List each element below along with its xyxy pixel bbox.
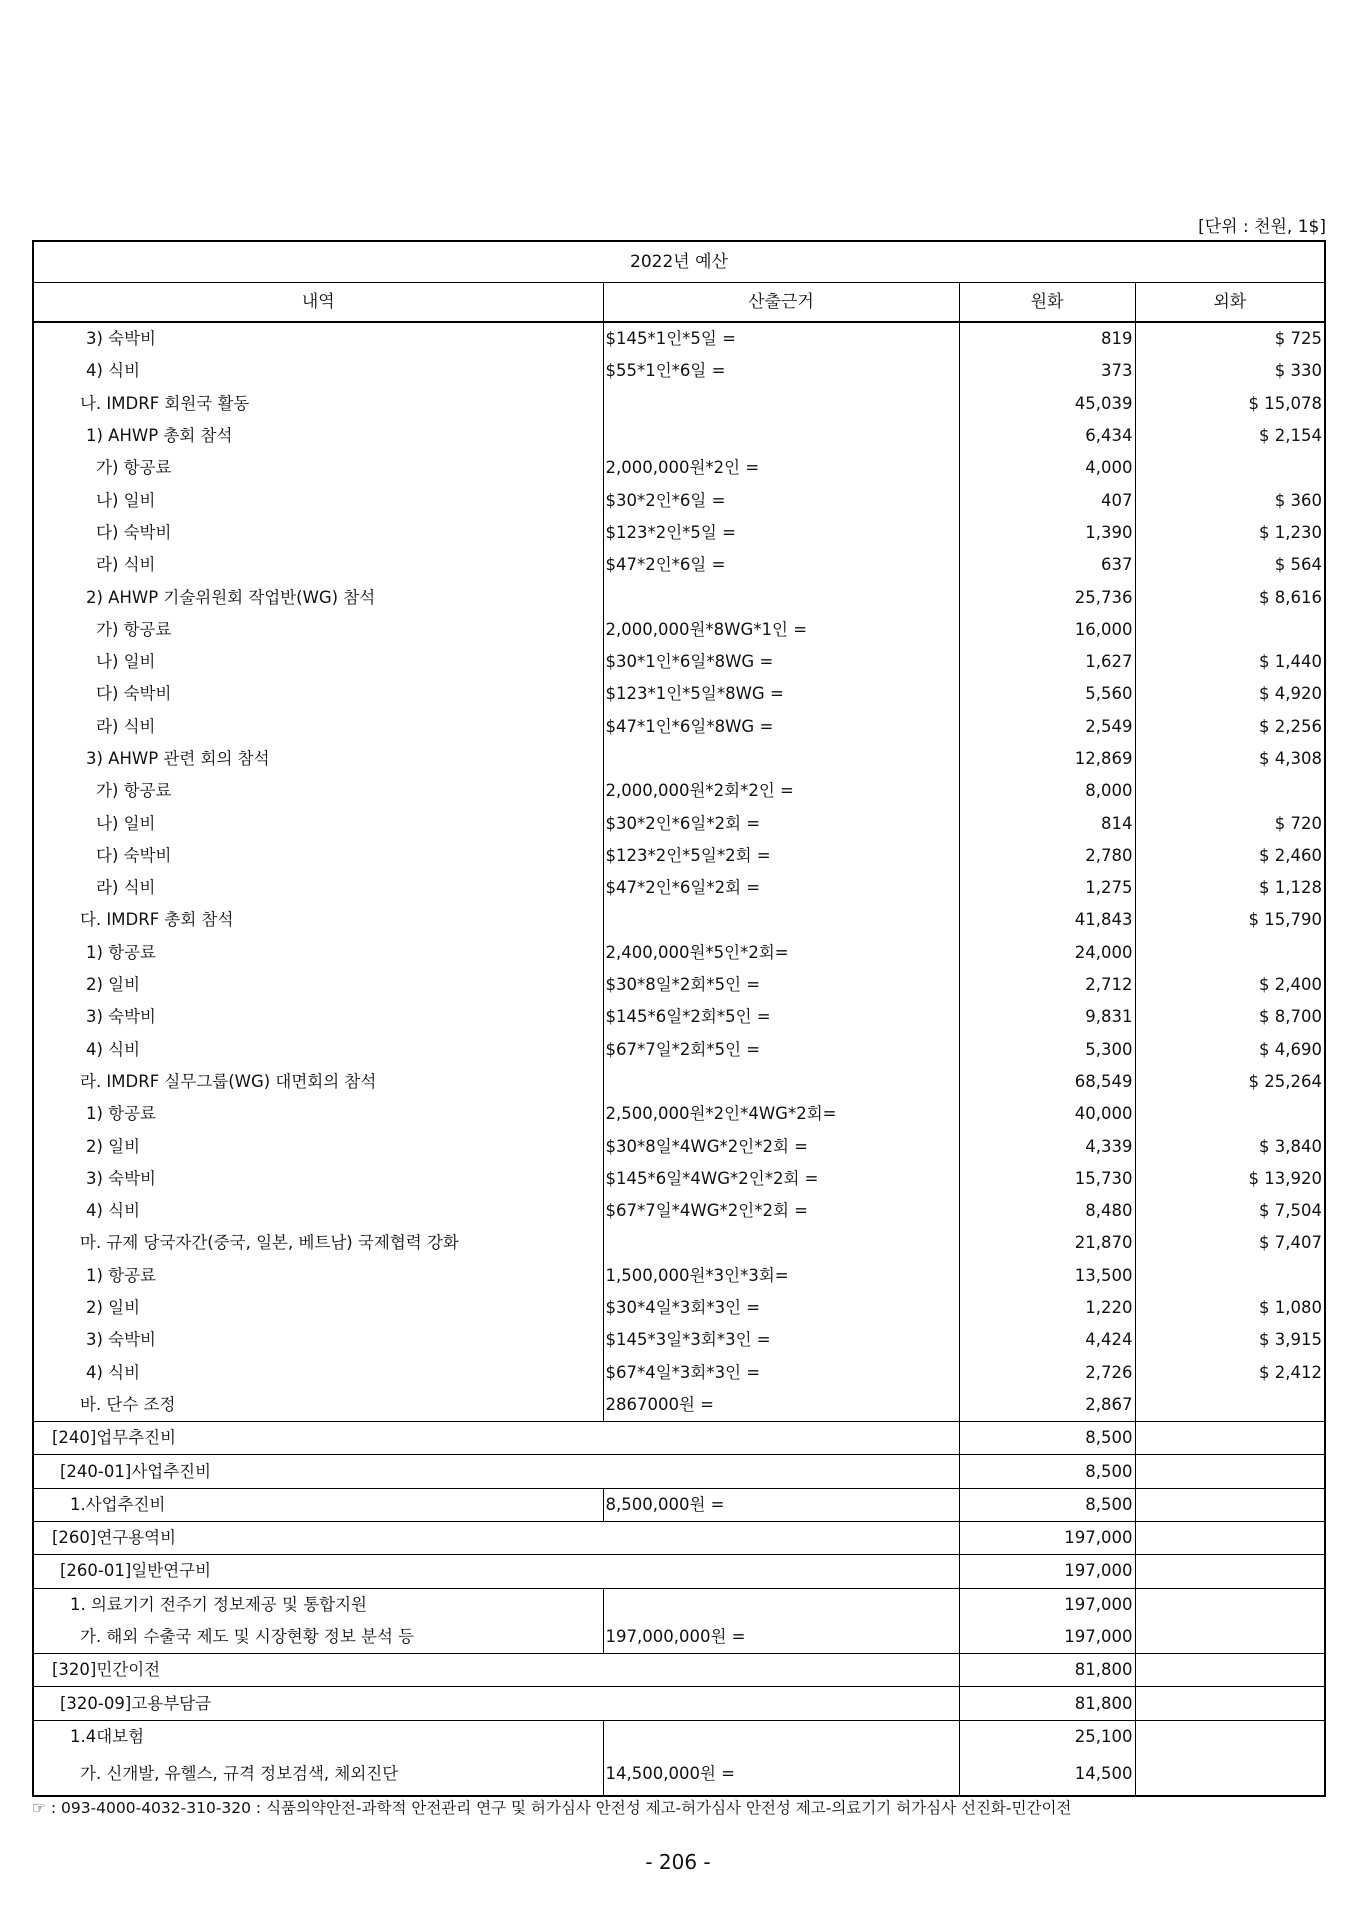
row-item: 라) 식비: [33, 549, 603, 581]
row-krw: 8,000: [959, 775, 1135, 807]
section-krw: 8,500: [959, 1488, 1135, 1521]
row-item: 라. IMDRF 실무그룹(WG) 대면회의 참석: [33, 1066, 603, 1098]
budget-row: [33, 872, 1325, 904]
section-usd: [1135, 1488, 1325, 1521]
section-usd: [1135, 1422, 1325, 1455]
row-item: 가) 항공료: [33, 614, 603, 646]
row-usd: [1135, 452, 1325, 484]
row-item: 3) 숙박비: [33, 1163, 603, 1195]
budget-row: [33, 452, 1325, 484]
row-basis: 2,000,000원*2인 =: [603, 452, 959, 484]
budget-row: [33, 1001, 1325, 1033]
row-usd: $ 2,154: [1135, 420, 1325, 452]
budget-row: [33, 420, 1325, 452]
row-item: 1) AHWP 총회 참석: [33, 420, 603, 452]
section-usd: [1135, 1687, 1325, 1720]
section-krw: 14,500: [959, 1753, 1135, 1796]
row-usd: $ 2,400: [1135, 969, 1325, 1001]
row-usd: [1135, 1260, 1325, 1292]
row-basis: 2,400,000원*5인*2회=: [603, 937, 959, 969]
row-krw: 407: [959, 484, 1135, 516]
section-row: [33, 1521, 1325, 1554]
section-usd: [1135, 1720, 1325, 1753]
row-item: 나) 일비: [33, 807, 603, 839]
row-item: 4) 식비: [33, 355, 603, 387]
column-header-item: 내역: [33, 283, 603, 323]
section-krw: 81,800: [959, 1687, 1135, 1720]
budget-row: [33, 614, 1325, 646]
row-basis: [603, 1227, 959, 1259]
section-label: [260]연구용역비: [33, 1521, 959, 1554]
row-item: 3) 숙박비: [33, 1324, 603, 1356]
budget-row: [33, 549, 1325, 581]
section-label: 1.4대보험: [33, 1720, 603, 1753]
row-usd: $ 2,412: [1135, 1357, 1325, 1389]
row-basis: $30*4일*3회*3인 =: [603, 1292, 959, 1324]
row-item: 1) 항공료: [33, 937, 603, 969]
row-krw: 819: [959, 322, 1135, 355]
row-usd: $ 4,920: [1135, 678, 1325, 710]
row-usd: $ 360: [1135, 484, 1325, 516]
row-usd: $ 4,690: [1135, 1034, 1325, 1066]
row-basis: $67*7일*2회*5인 =: [603, 1034, 959, 1066]
budget-row: [33, 904, 1325, 936]
row-usd: [1135, 614, 1325, 646]
row-item: 2) 일비: [33, 1292, 603, 1324]
row-krw: 637: [959, 549, 1135, 581]
section-row: [33, 1455, 1325, 1488]
budget-row: [33, 840, 1325, 872]
section-usd: [1135, 1621, 1325, 1654]
row-basis: $47*2인*6일 =: [603, 549, 959, 581]
row-krw: 2,712: [959, 969, 1135, 1001]
row-usd: $ 2,256: [1135, 711, 1325, 743]
section-row: [33, 1753, 1325, 1796]
section-row: [33, 1654, 1325, 1687]
row-item: 가) 항공료: [33, 775, 603, 807]
row-basis: [603, 388, 959, 420]
row-basis: [603, 904, 959, 936]
section-krw: 8,500: [959, 1455, 1135, 1488]
section-krw: 197,000: [959, 1521, 1135, 1554]
row-item: 마. 규제 당국자간(중국, 일본, 베트남) 국제협력 강화: [33, 1227, 603, 1259]
row-basis: [603, 743, 959, 775]
row-item: 나. IMDRF 회원국 활동: [33, 388, 603, 420]
row-basis: [603, 420, 959, 452]
row-basis: $145*3일*3회*3인 =: [603, 1324, 959, 1356]
row-krw: 2,726: [959, 1357, 1135, 1389]
section-usd: [1135, 1555, 1325, 1588]
row-usd: $ 330: [1135, 355, 1325, 387]
row-krw: 2,549: [959, 711, 1135, 743]
section-label: [320]민간이전: [33, 1654, 959, 1687]
section-label: [260-01]일반연구비: [33, 1555, 959, 1588]
row-usd: $ 1,080: [1135, 1292, 1325, 1324]
row-usd: $ 725: [1135, 322, 1325, 355]
row-item: 나) 일비: [33, 646, 603, 678]
section-krw: 25,100: [959, 1720, 1135, 1753]
row-item: 3) 숙박비: [33, 322, 603, 355]
section-label: 1.사업추진비: [33, 1488, 603, 1521]
row-krw: 4,000: [959, 452, 1135, 484]
row-usd: $ 15,790: [1135, 904, 1325, 936]
section-basis: [603, 1588, 959, 1621]
row-item: 가) 항공료: [33, 452, 603, 484]
row-item: 1) 항공료: [33, 1260, 603, 1292]
row-krw: 373: [959, 355, 1135, 387]
budget-row: [33, 711, 1325, 743]
row-krw: 68,549: [959, 1066, 1135, 1098]
row-basis: [603, 1066, 959, 1098]
row-item: 2) AHWP 기술위원회 작업반(WG) 참석: [33, 581, 603, 613]
row-krw: 6,434: [959, 420, 1135, 452]
row-basis: $30*2인*6일 =: [603, 484, 959, 516]
row-krw: 1,627: [959, 646, 1135, 678]
section-row: [33, 1621, 1325, 1654]
row-item: 다) 숙박비: [33, 678, 603, 710]
row-basis: $30*8일*2회*5인 =: [603, 969, 959, 1001]
column-header-usd: 외화: [1135, 283, 1325, 323]
column-header-row: [33, 283, 1325, 323]
row-item: 바. 단수 조정: [33, 1389, 603, 1422]
row-basis: $30*1인*6일*8WG =: [603, 646, 959, 678]
section-usd: [1135, 1455, 1325, 1488]
row-usd: $ 1,230: [1135, 517, 1325, 549]
section-row: [33, 1588, 1325, 1621]
row-basis: $30*2인*6일*2회 =: [603, 807, 959, 839]
section-basis: [603, 1720, 959, 1753]
budget-row: [33, 1034, 1325, 1066]
row-usd: $ 8,700: [1135, 1001, 1325, 1033]
row-item: 1) 항공료: [33, 1098, 603, 1130]
budget-rows: [33, 322, 1325, 1796]
row-basis: $145*6일*4WG*2인*2회 =: [603, 1163, 959, 1195]
section-label: 1. 의료기기 전주기 정보제공 및 통합지원: [33, 1588, 603, 1621]
budget-row: [33, 807, 1325, 839]
row-usd: [1135, 1389, 1325, 1422]
column-header-basis: 산출근거: [603, 283, 959, 323]
row-krw: 15,730: [959, 1163, 1135, 1195]
row-basis: $123*1인*5일*8WG =: [603, 678, 959, 710]
year-header-row: [33, 241, 1325, 283]
row-usd: $ 1,440: [1135, 646, 1325, 678]
section-usd: [1135, 1654, 1325, 1687]
row-usd: $ 15,078: [1135, 388, 1325, 420]
row-krw: 12,869: [959, 743, 1135, 775]
section-row: [33, 1555, 1325, 1588]
section-row: [33, 1720, 1325, 1753]
budget-row: [33, 388, 1325, 420]
year-header: 2022년 예산: [33, 241, 1325, 283]
budget-row: [33, 1066, 1325, 1098]
budget-row: [33, 1357, 1325, 1389]
section-basis: 197,000,000원 =: [603, 1621, 959, 1654]
budget-row: [33, 322, 1325, 355]
row-usd: $ 4,308: [1135, 743, 1325, 775]
row-item: 2) 일비: [33, 1130, 603, 1162]
row-krw: 5,300: [959, 1034, 1135, 1066]
budget-row: [33, 646, 1325, 678]
row-krw: 21,870: [959, 1227, 1135, 1259]
section-krw: 8,500: [959, 1422, 1135, 1455]
section-label: [240]업무추진비: [33, 1422, 959, 1455]
unit-label: [단위 : 천원, 1$]: [1198, 217, 1326, 237]
footer-note: ☞ : 093-4000-4032-310-320 : 식품의약안전-과학적 안전관리 연구 및 허가심사 안전성 제고-허가심사 안전성 제고-의료기기 허가심사 선진화-민간이전: [32, 1799, 1072, 1817]
row-basis: 2867000원 =: [603, 1389, 959, 1422]
row-krw: 5,560: [959, 678, 1135, 710]
budget-row: [33, 517, 1325, 549]
row-item: 3) 숙박비: [33, 1001, 603, 1033]
row-item: 다. IMDRF 총회 참석: [33, 904, 603, 936]
section-krw: 197,000: [959, 1588, 1135, 1621]
section-label: 가. 신개발, 유헬스, 규격 정보검색, 체외진단: [33, 1753, 603, 1796]
section-usd: [1135, 1588, 1325, 1621]
budget-row: [33, 1098, 1325, 1130]
row-krw: 24,000: [959, 937, 1135, 969]
section-label: 가. 해외 수출국 제도 및 시장현황 정보 분석 등: [33, 1621, 603, 1654]
column-header-krw: 원화: [959, 283, 1135, 323]
row-krw: 1,390: [959, 517, 1135, 549]
section-basis: 8,500,000원 =: [603, 1488, 959, 1521]
row-usd: $ 2,460: [1135, 840, 1325, 872]
section-label: [240-01]사업추진비: [33, 1455, 959, 1488]
budget-row: [33, 743, 1325, 775]
row-basis: $145*6일*2회*5인 =: [603, 1001, 959, 1033]
budget-row: [33, 937, 1325, 969]
row-basis: $145*1인*5일 =: [603, 322, 959, 355]
row-usd: $ 1,128: [1135, 872, 1325, 904]
row-usd: $ 7,504: [1135, 1195, 1325, 1227]
row-item: 4) 식비: [33, 1357, 603, 1389]
row-usd: $ 25,264: [1135, 1066, 1325, 1098]
row-item: 나) 일비: [33, 484, 603, 516]
budget-row: [33, 484, 1325, 516]
row-krw: 1,275: [959, 872, 1135, 904]
row-item: 라) 식비: [33, 711, 603, 743]
page-number: - 206 -: [645, 1850, 711, 1874]
row-basis: 2,000,000원*2회*2인 =: [603, 775, 959, 807]
row-krw: 8,480: [959, 1195, 1135, 1227]
section-label: [320-09]고용부담금: [33, 1687, 959, 1720]
row-basis: 2,500,000원*2인*4WG*2회=: [603, 1098, 959, 1130]
section-krw: 197,000: [959, 1621, 1135, 1654]
budget-row: [33, 1389, 1325, 1422]
section-basis: 14,500,000원 =: [603, 1753, 959, 1796]
section-row: [33, 1422, 1325, 1455]
row-usd: $ 564: [1135, 549, 1325, 581]
row-usd: $ 8,616: [1135, 581, 1325, 613]
row-usd: $ 3,840: [1135, 1130, 1325, 1162]
row-krw: 13,500: [959, 1260, 1135, 1292]
budget-row: [33, 1227, 1325, 1259]
row-item: 다) 숙박비: [33, 517, 603, 549]
budget-row: [33, 1292, 1325, 1324]
row-usd: [1135, 1098, 1325, 1130]
row-usd: [1135, 775, 1325, 807]
row-usd: $ 720: [1135, 807, 1325, 839]
row-basis: $67*7일*4WG*2인*2회 =: [603, 1195, 959, 1227]
row-krw: 814: [959, 807, 1135, 839]
row-item: 다) 숙박비: [33, 840, 603, 872]
section-usd: [1135, 1521, 1325, 1554]
budget-row: [33, 1163, 1325, 1195]
row-krw: 25,736: [959, 581, 1135, 613]
row-basis: $67*4일*3회*3인 =: [603, 1357, 959, 1389]
budget-row: [33, 1324, 1325, 1356]
budget-row: [33, 581, 1325, 613]
row-krw: 40,000: [959, 1098, 1135, 1130]
budget-row: [33, 1130, 1325, 1162]
row-krw: 4,424: [959, 1324, 1135, 1356]
row-usd: [1135, 937, 1325, 969]
row-item: 라) 식비: [33, 872, 603, 904]
row-krw: 9,831: [959, 1001, 1135, 1033]
budget-row: [33, 355, 1325, 387]
budget-row: [33, 969, 1325, 1001]
row-item: 4) 식비: [33, 1034, 603, 1066]
row-basis: 2,000,000원*8WG*1인 =: [603, 614, 959, 646]
row-basis: $123*2인*5일*2회 =: [603, 840, 959, 872]
row-krw: 16,000: [959, 614, 1135, 646]
row-item: 2) 일비: [33, 969, 603, 1001]
section-row: [33, 1488, 1325, 1521]
budget-row: [33, 775, 1325, 807]
row-krw: 41,843: [959, 904, 1135, 936]
budget-row: [33, 678, 1325, 710]
row-basis: [603, 581, 959, 613]
row-krw: 45,039: [959, 388, 1135, 420]
budget-row: [33, 1195, 1325, 1227]
row-basis: $55*1인*6일 =: [603, 355, 959, 387]
section-usd: [1135, 1753, 1325, 1796]
budget-table: [32, 240, 1326, 1797]
row-basis: $30*8일*4WG*2인*2회 =: [603, 1130, 959, 1162]
section-row: [33, 1687, 1325, 1720]
row-basis: $47*2인*6일*2회 =: [603, 872, 959, 904]
row-item: 4) 식비: [33, 1195, 603, 1227]
row-basis: $123*2인*5일 =: [603, 517, 959, 549]
row-krw: 2,780: [959, 840, 1135, 872]
row-usd: $ 7,407: [1135, 1227, 1325, 1259]
row-basis: $47*1인*6일*8WG =: [603, 711, 959, 743]
section-krw: 197,000: [959, 1555, 1135, 1588]
row-krw: 1,220: [959, 1292, 1135, 1324]
row-usd: $ 3,915: [1135, 1324, 1325, 1356]
row-usd: $ 13,920: [1135, 1163, 1325, 1195]
row-krw: 4,339: [959, 1130, 1135, 1162]
section-krw: 81,800: [959, 1654, 1135, 1687]
row-krw: 2,867: [959, 1389, 1135, 1422]
row-item: 3) AHWP 관련 회의 참석: [33, 743, 603, 775]
row-basis: 1,500,000원*3인*3회=: [603, 1260, 959, 1292]
budget-row: [33, 1260, 1325, 1292]
